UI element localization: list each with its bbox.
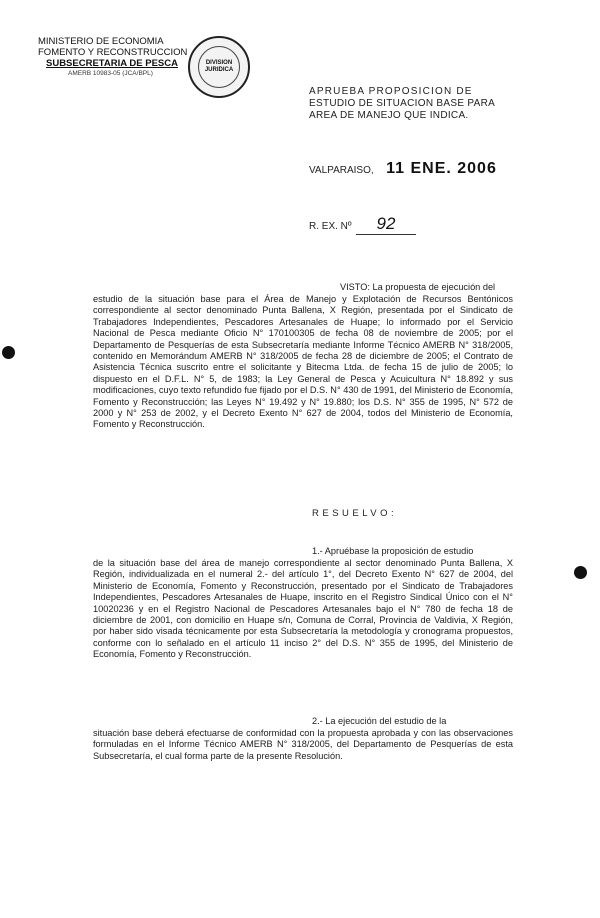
item-1-body — [93, 558, 513, 661]
dateline — [309, 160, 497, 178]
resuelvo-heading: RESUELVO: — [312, 508, 398, 519]
subject-line-2: ESTUDIO DE SITUACION BASE PARA — [309, 98, 496, 109]
item-2-first-line: 2.- La ejecución del estudio de la — [312, 716, 447, 726]
item-1-body-text: de la situación base del área de manejo correspondiente al sector denominado Punta Ballena, X Región, individualizada en el numeral 2.- del artículo 1°, del Decreto Exento N° 627 de 2004, del Ministerio de Economía, Fomento y Reconstrucción, presentado por el Sindicato de Trabajadores Independientes, Pescadores Artesanales de Huape, inscrito en el Registro Sindical Único con el N° 10020236 y en el Registro Nacional de Pescadores Artesanales bajo el N° 780 de fecha 18 de diciembre de 2001, con domicilio en Huape s/n, Comuna de Corral, Provincia de Valdivia, X Región, por haber sido visada técnicamente por esta Subsecretaría la metodología y cronograma propuestos, conforme con lo señalado en el artículo 11 inciso 2° del D.S. N° 355 de 1995, del Ministerio de Economía, Fomento y Reconstrucción. — [93, 558, 513, 660]
ministry-name: MINISTERIO DE ECONOMIA — [38, 36, 164, 47]
hole-punch-right — [574, 566, 587, 579]
dateline-city: VALPARAISO, — [309, 165, 374, 176]
stamp-line-1: DIVISION — [205, 60, 233, 66]
dateline-date: 11 ENE. 2006 — [386, 160, 497, 177]
division-juridica-stamp — [188, 36, 250, 98]
subsecretaria-name: SUBSECRETARIA DE PESCA — [46, 58, 178, 69]
visto-body — [93, 294, 513, 431]
item-2-body — [93, 728, 513, 762]
subject-line-3: AREA DE MANEJO QUE INDICA. — [309, 110, 469, 121]
ministry-name-2: FOMENTO Y RECONSTRUCCION — [38, 47, 188, 58]
item-2-body-text: situación base deberá efectuarse de conformidad con la propuesta aprobada y con las observaciones formuladas en el Informe Técnico AMERB N° 318/2005, del Departamento de Pesquerías de esta Subsecretaría, el cual forma parte de la presente Resolución. — [93, 728, 513, 761]
resolution-number: 92 — [356, 214, 416, 235]
subject-line-1: APRUEBA PROPOSICION DE — [309, 86, 473, 97]
stamp-line-2: JURIDICA — [204, 67, 234, 73]
item-1-first-line: 1.- Apruébase la proposición de estudio — [312, 546, 474, 556]
file-reference: AMERB 10983-05 (JCA/BPL) — [68, 70, 153, 77]
visto-body-text: estudio de la situación base para el Área de Manejo y Explotación de Recursos Bentónicos correspondiente al sector denominado Punta Ballena, X Región, presentada por el Sindicato de Trabajadores Independientes, Pescadores Artesanales de Huape; lo informado por el Servicio Nacional de Pesca mediante Oficio N° 170100305 de fecha 08 de noviembre de 2005; por el Departamento de Pesquerías de esta Subsecretaría mediante Informe Técnico AMERB N° 318/2005, contenido en Memorándum AMERB N° 318/2005 de fecha 28 de diciembre de 2005; el Contrato de Asistencia Técnica suscrito entre el solicitante y Bitecma Ltda. de fecha 15 de julio de 2005; lo dispuesto en el D.F.L. N° 5, de 1983; la Ley General de Pesca y Acuicultura N° 18.892 y sus modificaciones, cuyo texto refundido fue fijado por el D.S. N° 430 de 1991, del Ministerio de Economía, Fomento y Reconstrucción; las Leyes N° 19.492 y N° 19.880; los D.S. N° 355 de 1995, N° 572 de 2000 y N° 253 de 2002, y el Decreto Exento N° 627 de 2004, todos del Ministerio de Economía, Fomento y Reconstrucción. — [93, 294, 513, 430]
hole-punch-top — [2, 346, 15, 359]
resolution-label: R. EX. Nº — [309, 221, 352, 232]
stamp-text — [198, 46, 240, 88]
visto-first-line: VISTO: La propuesta de ejecución del — [340, 282, 496, 292]
resolution-number-line — [309, 214, 416, 235]
